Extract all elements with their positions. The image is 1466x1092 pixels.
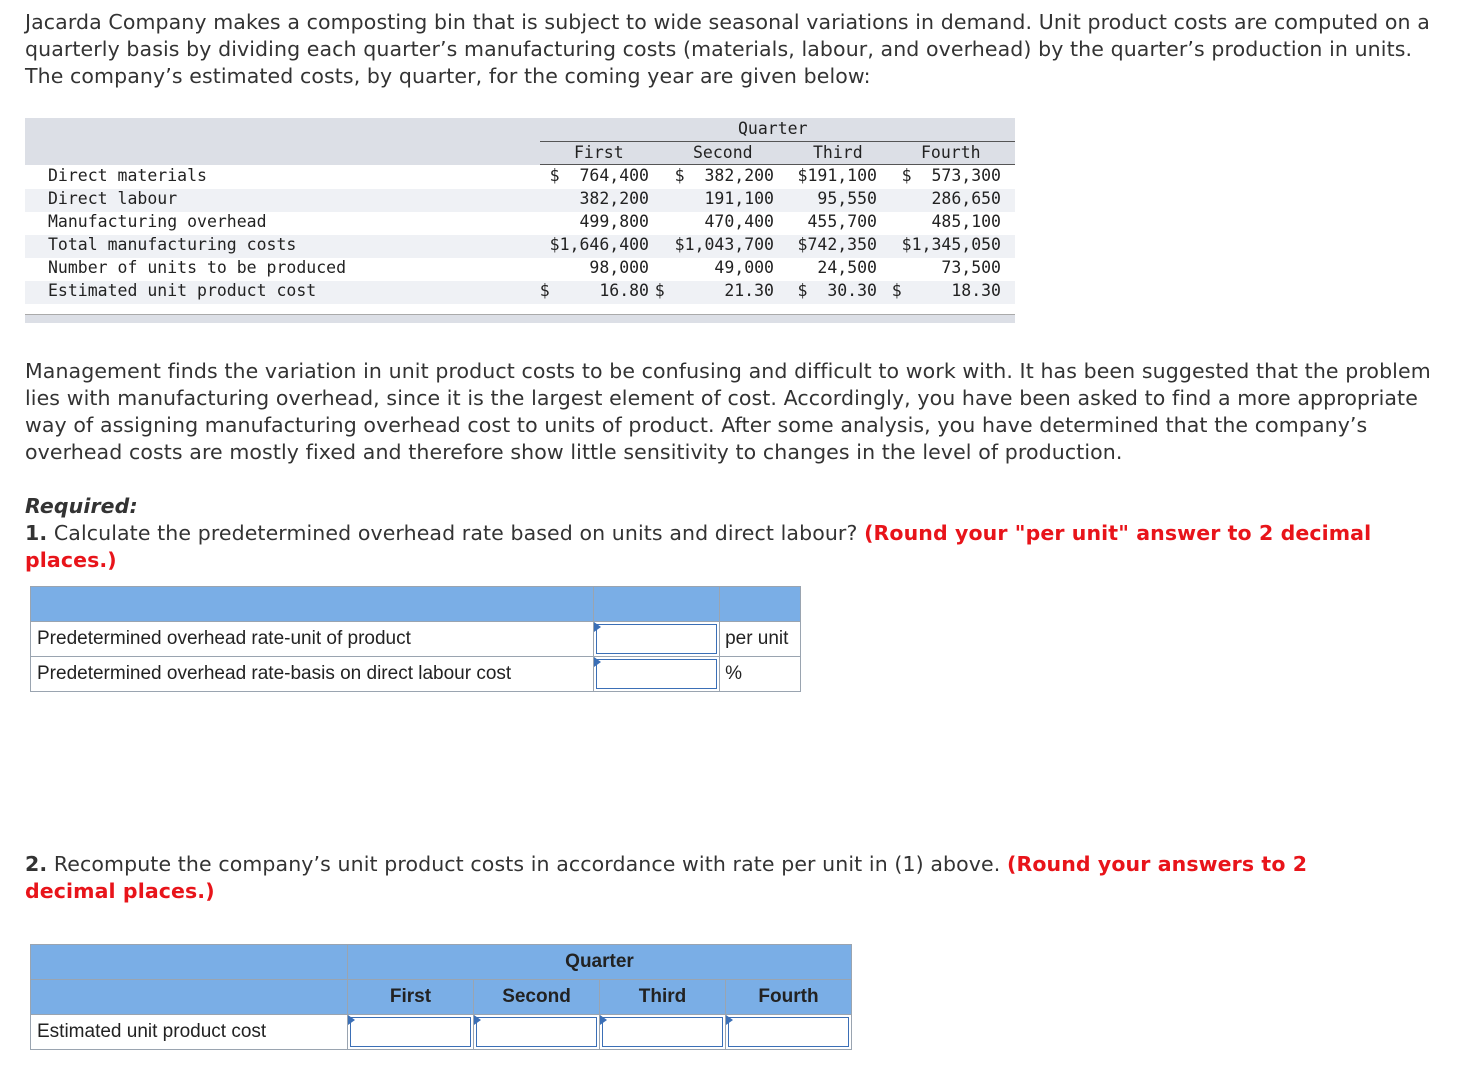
estimated-costs-table — [25, 118, 1015, 323]
q2-number: 2. — [25, 852, 48, 876]
table-row — [25, 212, 1015, 235]
cell-third: $ 30.30 — [797, 281, 877, 300]
unit-rate-cell — [594, 622, 720, 657]
fourth-quarter-cell — [726, 1015, 852, 1050]
cell-second: $ 21.30 — [654, 281, 774, 300]
labour-rate-input[interactable] — [596, 659, 717, 689]
answer-table-1-header — [31, 587, 801, 622]
header-cell — [594, 587, 720, 622]
cell-first: $ 16.80 — [539, 281, 649, 300]
row-label: Number of units to be produced — [48, 258, 347, 277]
management-paragraph: Management finds the variation in unit product costs to be confusing and difficult to work with. It has been suggested that the problem lies with manufacturing overhead, since it is the largest element of cost. Accordingly, you have been asked to find a more appropriate way of assigning manufacturing overhead cost to units of product. After some analysis, you have determined that the company’s overhead costs are mostly fixed and therefore show little sensitivity to changes in the level of production. — [25, 359, 1431, 464]
table-row — [25, 166, 1015, 189]
cell-third: 24,500 — [817, 258, 877, 277]
cell-third: 95,550 — [817, 189, 877, 208]
cell-fourth: $ 18.30 — [891, 281, 1001, 300]
answer-table-2-group-header — [31, 945, 852, 980]
table-row — [31, 622, 801, 657]
row-label-labour-rate: Predetermined overhead rate-basis on direct labour cost — [31, 657, 594, 692]
answer-table-2 — [30, 944, 852, 1050]
col-header-second: Second — [693, 143, 753, 162]
input-marker-icon — [594, 657, 601, 667]
row-label: Total manufacturing costs — [48, 235, 297, 254]
quarter-group-header: Quarter — [738, 119, 808, 138]
required-heading: Required: — [25, 494, 138, 518]
cell-first: 382,200 — [579, 189, 649, 208]
row-label: Direct labour — [48, 189, 178, 208]
header-cell — [720, 587, 801, 622]
cell-third: 455,700 — [807, 212, 877, 231]
requirement-1 — [25, 493, 1445, 574]
percent-suffix: % — [720, 657, 801, 692]
col-header-fourth: Fourth — [726, 980, 852, 1015]
input-marker-icon — [474, 1015, 481, 1025]
quarter-group-header: Quarter — [348, 945, 852, 980]
row-label: Direct materials — [48, 166, 207, 185]
second-quarter-input[interactable] — [476, 1017, 597, 1047]
header-underline — [540, 164, 1015, 165]
q1-rounding-note: (Round your "per unit" answer to 2 decimal places.) — [25, 521, 1372, 572]
unit-suffix: per unit — [720, 622, 801, 657]
fourth-quarter-input[interactable] — [728, 1017, 849, 1047]
cell-first: 98,000 — [589, 258, 649, 277]
table-row — [25, 189, 1015, 212]
q1-text: Calculate the predetermined overhead rate based on units and direct labour? — [47, 521, 865, 545]
table-row — [25, 258, 1015, 281]
cell-fourth: 286,650 — [931, 189, 1001, 208]
input-marker-icon — [594, 622, 601, 632]
intro-paragraph: Jacarda Company makes a composting bin that is subject to wide seasonal variations in demand. Unit product costs are computed on a quarterly basis by dividing each quarter’s manufacturing costs (materials, labour, and overhead) by the quarter’s production in units. The company’s estimated costs, by quarter, for the coming year are given below: — [25, 10, 1430, 88]
row-label-unit-rate: Predetermined overhead rate-unit of product — [31, 622, 594, 657]
cell-second: $ 382,200 — [674, 166, 774, 185]
cell-second: 49,000 — [714, 258, 774, 277]
input-marker-icon — [600, 1015, 607, 1025]
table-row — [25, 235, 1015, 258]
cell-fourth: $ 573,300 — [901, 166, 1001, 185]
cell-second: 191,100 — [704, 189, 774, 208]
col-header-third: Third — [813, 143, 863, 162]
row-label-unit-cost: Estimated unit product cost — [31, 1015, 348, 1050]
col-header-first: First — [348, 980, 474, 1015]
cell-first: 499,800 — [579, 212, 649, 231]
second-quarter-cell — [474, 1015, 600, 1050]
table-row — [25, 281, 1015, 304]
cell-second: 470,400 — [704, 212, 774, 231]
q2-rounding-note: (Round your answers to 2 decimal places.) — [25, 852, 1308, 903]
third-quarter-cell — [600, 1015, 726, 1050]
table-row — [31, 657, 801, 692]
header-cell — [31, 945, 348, 980]
input-marker-icon — [348, 1015, 355, 1025]
table-row — [31, 1015, 852, 1050]
cell-first: $1,646,400 — [549, 235, 649, 254]
answer-table-1 — [30, 586, 801, 692]
cell-first: $ 764,400 — [549, 166, 649, 185]
row-label: Manufacturing overhead — [48, 212, 267, 231]
input-marker-icon — [726, 1015, 733, 1025]
table-footer-band — [25, 314, 1015, 323]
q2-text: Recompute the company’s unit product costs in accordance with rate per unit in (1) above. — [47, 852, 1007, 876]
first-quarter-cell — [348, 1015, 474, 1050]
cell-third: $742,350 — [797, 235, 877, 254]
col-header-fourth: Fourth — [921, 143, 981, 162]
cell-fourth: $1,345,050 — [901, 235, 1001, 254]
cell-third: $191,100 — [797, 166, 877, 185]
header-rule — [540, 141, 1015, 142]
first-quarter-input[interactable] — [350, 1017, 471, 1047]
q1-number: 1. — [25, 521, 48, 545]
requirement-2 — [25, 851, 1385, 905]
labour-rate-cell — [594, 657, 720, 692]
col-header-first: First — [574, 143, 624, 162]
cell-fourth: 73,500 — [941, 258, 1001, 277]
cell-second: $1,043,700 — [674, 235, 774, 254]
header-cell — [31, 587, 594, 622]
row-label: Estimated unit product cost — [48, 281, 317, 300]
answer-table-2-col-header — [31, 980, 852, 1015]
col-header-second: Second — [474, 980, 600, 1015]
third-quarter-input[interactable] — [602, 1017, 723, 1047]
header-cell — [31, 980, 348, 1015]
cell-fourth: 485,100 — [931, 212, 1001, 231]
unit-rate-input[interactable] — [596, 624, 717, 654]
col-header-third: Third — [600, 980, 726, 1015]
